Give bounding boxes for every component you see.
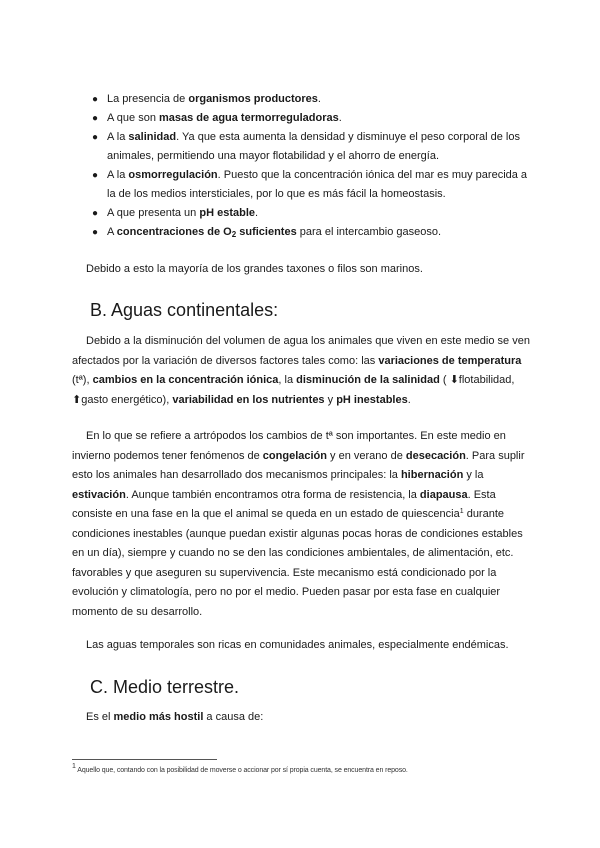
terrestrial-intro-paragraph: Es el medio más hostil a causa de: [86, 711, 264, 723]
arrow-up-icon: ⬆ [72, 393, 82, 406]
arrow-down-icon: ⬇ [449, 374, 459, 386]
section-heading-b: B. Aguas continentales: [90, 300, 279, 320]
bullet-icon: ● [92, 94, 99, 105]
bullet-icon: ● [92, 227, 99, 238]
list-item: ● A que presenta un pH estable. [90, 204, 530, 223]
list-item: ● La presencia de organismos productores. [90, 90, 530, 109]
list-item: ● A la osmorregulación. Puesto que la concentración iónica del mar es muy parecida a la de los medios intersticiales, por lo que es más fácil la homeostasis. [90, 166, 530, 204]
continental-waters-paragraph: Debido a la disminución del volumen de agua los animales que viven en este medio se ven afectados por la variación de diversos factores tales como: las variaciones de temperatura (tª), cambios en la concentración iónica, la disminución de la salinidad ( ⬇flotabilidad, ⬆gasto energético), variabilidad en los nutrientes y pH inestables. [72, 335, 530, 406]
marine-conclusion-paragraph: Debido a esto la mayoría de los grandes taxones o filos son marinos. [86, 263, 423, 275]
list-item: ● A la salinidad. Ya que esta aumenta la densidad y disminuye el peso corporal de los animales, permitiendo una mayor flotabilidad y el ahorro de energía. [90, 128, 530, 166]
bullet-icon: ● [92, 132, 99, 143]
bullet-icon: ● [92, 170, 99, 181]
section-heading-c: C. Medio terrestre. [90, 677, 240, 697]
bullet-icon: ● [92, 208, 99, 219]
footnote-divider [72, 759, 217, 760]
footnote: $^1$ Aquello que, contando con la posibilidad de moverse o accionar por sí propia cuenta, se encuentra en reposo. [72, 763, 408, 774]
arthropods-paragraph: En lo que se refiere a artrópodos los cambios de tª son importantes. En este medio en invierno podemos tener fenómenos de congelación y en verano de desecación. Para suplir esto los animales han desarrollado dos mecanismos principales: la hibernación y la estivación. Aunque también encontramos otra forma de resistencia, la diapausa. Esta consiste en una fase en la que el animal se queda en un estado de quiescencia$^1$ durante condiciones inestables (aunque puedan existir algunas pocas horas de condiciones estables en un día), siempre y cuando no se den las condiciones ambientales, de alimentación, etc. favorables y que aseguren su supervivencia. Este mecanismo está condicionado por la evolución y climatología, pero no por el medio. Pueden pasar por esta fase en cualquier momento de su desarrollo. [72, 430, 525, 618]
bullet-icon: ● [92, 113, 99, 124]
marine-advantages-list [90, 90, 530, 242]
temporary-waters-paragraph: Las aguas temporales son ricas en comunidades animales, especialmente endémicas. [86, 639, 509, 651]
footnote-number: 1 [72, 763, 76, 770]
footnote-reference[interactable]: 1 [459, 508, 464, 515]
list-item: ● A que son masas de agua termorreguladoras. [90, 109, 530, 128]
list-item: ● A concentraciones de $O_2$ suficientes para el intercambio gaseoso. [90, 223, 530, 242]
